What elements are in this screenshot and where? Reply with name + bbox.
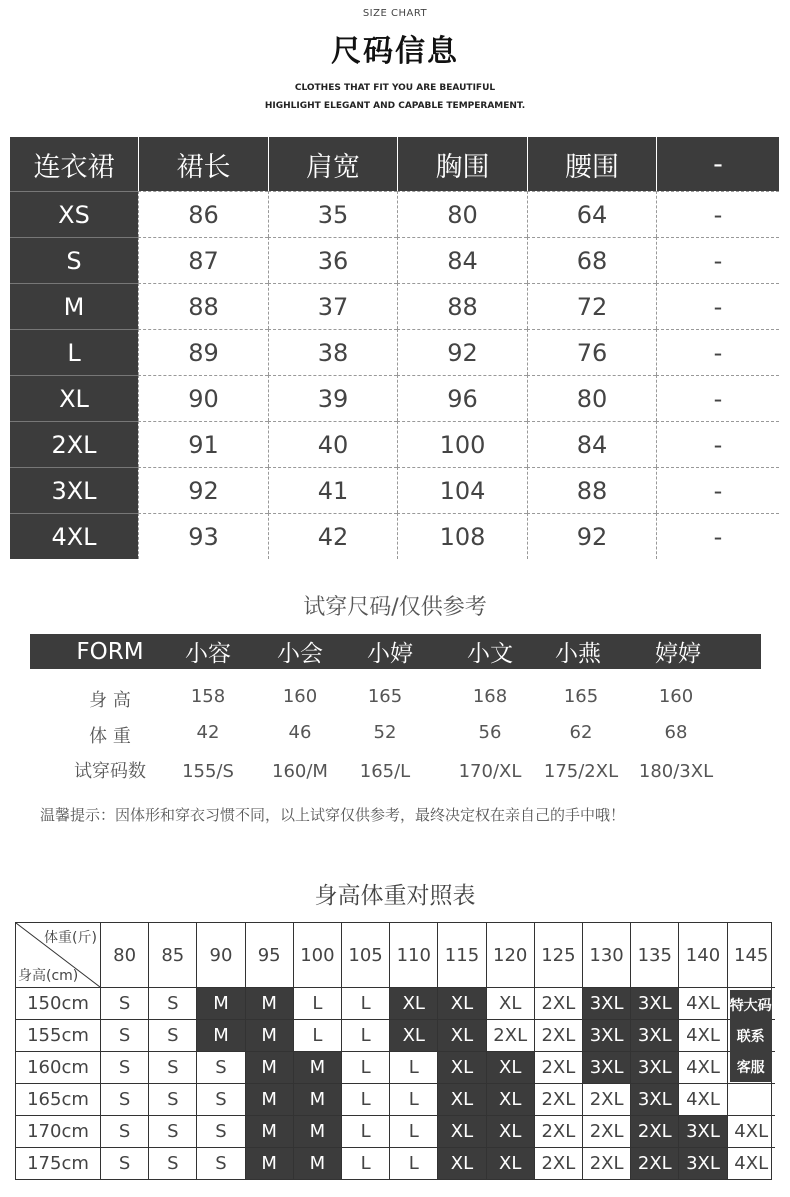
- size-value-cell: 88: [527, 467, 656, 513]
- size-table: [10, 137, 779, 557]
- size-cell: 2XL: [630, 1147, 678, 1179]
- size-cell: 2XL: [534, 1083, 582, 1115]
- weight-column-header: 100: [293, 923, 341, 987]
- size-cell: 3XL: [582, 1051, 630, 1083]
- size-value-cell: 100: [397, 421, 527, 467]
- height-row-header: 170cm: [16, 1115, 100, 1147]
- size-value-cell: 96: [397, 375, 527, 421]
- weight-column-header: 95: [245, 923, 293, 987]
- size-cell: M: [196, 1019, 244, 1051]
- weight-column-header: 110: [389, 923, 437, 987]
- empty-cell: [727, 1083, 775, 1115]
- tryon-cell: 52: [373, 722, 397, 743]
- special-size-line: 客服: [736, 1060, 765, 1076]
- weight-column-header: 140: [678, 923, 726, 987]
- size-value-cell: 88: [397, 283, 527, 329]
- size-cell: S: [100, 987, 148, 1019]
- size-table-header: 裙长: [138, 137, 268, 191]
- size-value-cell: 104: [397, 467, 527, 513]
- weight-column-header: 135: [630, 923, 678, 987]
- size-label: XS: [10, 191, 138, 237]
- tryon-title: 试穿尺码/仅供参考: [303, 595, 487, 620]
- size-cell: L: [389, 1115, 437, 1147]
- size-value-cell: -: [656, 191, 779, 237]
- size-cell: XL: [389, 987, 437, 1019]
- size-cell: 3XL: [630, 1083, 678, 1115]
- tryon-cell: 155/S: [182, 761, 234, 782]
- size-value-cell: -: [656, 375, 779, 421]
- size-chart-subtitle: SIZE CHART: [362, 8, 428, 19]
- size-cell: S: [100, 1147, 148, 1179]
- tryon-form-label: FORM: [76, 638, 144, 665]
- tryon-cell: 42: [196, 722, 220, 743]
- size-value-cell: 36: [268, 237, 397, 283]
- size-cell: 4XL: [727, 1115, 775, 1147]
- size-value-cell: 64: [527, 191, 656, 237]
- size-value-cell: 38: [268, 329, 397, 375]
- special-size-line: 特大码: [729, 998, 772, 1014]
- size-cell: M: [245, 1115, 293, 1147]
- size-label: 4XL: [10, 513, 138, 559]
- tagline-1: CLOTHES THAT FIT YOU ARE BEAUTIFUL: [294, 83, 496, 93]
- size-cell: 3XL: [678, 1147, 726, 1179]
- size-value-cell: 37: [268, 283, 397, 329]
- size-cell: 3XL: [582, 1019, 630, 1051]
- corner-weight-label: 体重(斤): [44, 930, 97, 946]
- size-cell: 2XL: [582, 1147, 630, 1179]
- weight-table: [15, 922, 772, 1180]
- size-table-header: 连衣裙: [10, 137, 138, 191]
- height-row-header: 165cm: [16, 1083, 100, 1115]
- tryon-row-label: 体 重: [89, 726, 131, 747]
- tryon-cell: 165: [367, 686, 403, 707]
- size-cell: 4XL: [678, 1051, 726, 1083]
- size-value-cell: 90: [138, 375, 268, 421]
- size-cell: 4XL: [727, 1147, 775, 1179]
- size-value-cell: 87: [138, 237, 268, 283]
- tryon-cell: 160/M: [272, 761, 328, 782]
- weight-column-header: 85: [148, 923, 196, 987]
- size-cell: L: [341, 1147, 389, 1179]
- size-cell: XL: [486, 1147, 534, 1179]
- tryon-model-name: 小文: [467, 641, 513, 667]
- size-cell: XL: [486, 987, 534, 1019]
- size-cell: 2XL: [534, 1051, 582, 1083]
- size-cell: S: [148, 1147, 196, 1179]
- tryon-cell: 170/XL: [458, 761, 522, 782]
- size-value-cell: 80: [397, 191, 527, 237]
- size-label: XL: [10, 375, 138, 421]
- size-cell: 2XL: [534, 1115, 582, 1147]
- size-cell: XL: [437, 1051, 485, 1083]
- size-cell: S: [100, 1115, 148, 1147]
- size-cell: L: [341, 1115, 389, 1147]
- size-value-cell: 68: [527, 237, 656, 283]
- size-label: 2XL: [10, 421, 138, 467]
- tryon-model-name: 小容: [185, 641, 231, 667]
- size-cell: L: [341, 1019, 389, 1051]
- size-cell: S: [100, 1051, 148, 1083]
- size-cell: M: [293, 1115, 341, 1147]
- weight-table-title: 身高体重对照表: [314, 883, 476, 909]
- size-value-cell: 41: [268, 467, 397, 513]
- size-value-cell: -: [656, 513, 779, 559]
- size-cell: 2XL: [630, 1115, 678, 1147]
- size-cell: 3XL: [630, 1019, 678, 1051]
- size-cell: 4XL: [678, 987, 726, 1019]
- tryon-row-label: 试穿码数: [74, 761, 146, 782]
- weight-column-header: 120: [486, 923, 534, 987]
- size-label: S: [10, 237, 138, 283]
- size-cell: S: [196, 1051, 244, 1083]
- tryon-header-row: [30, 634, 761, 669]
- size-value-cell: 93: [138, 513, 268, 559]
- size-cell: XL: [437, 1019, 485, 1051]
- height-row-header: 150cm: [16, 987, 100, 1019]
- size-value-cell: -: [656, 467, 779, 513]
- size-cell: XL: [389, 1019, 437, 1051]
- tryon-model-name: 小燕: [555, 641, 601, 667]
- weight-column-header: 80: [100, 923, 148, 987]
- size-cell: L: [293, 1019, 341, 1051]
- size-cell: L: [293, 987, 341, 1019]
- size-value-cell: 40: [268, 421, 397, 467]
- height-row-header: 175cm: [16, 1147, 100, 1179]
- tryon-cell: 46: [288, 722, 312, 743]
- size-label: M: [10, 283, 138, 329]
- size-cell: S: [196, 1147, 244, 1179]
- size-cell: XL: [437, 987, 485, 1019]
- weight-column-header: 145: [727, 923, 775, 987]
- tryon-cell: 62: [569, 722, 593, 743]
- size-cell: S: [148, 1115, 196, 1147]
- page-title: 尺码信息: [331, 34, 459, 69]
- size-cell: 2XL: [534, 987, 582, 1019]
- weight-column-header: 130: [582, 923, 630, 987]
- size-cell: S: [148, 1083, 196, 1115]
- size-label: L: [10, 329, 138, 375]
- tryon-cell: 165/L: [359, 761, 411, 782]
- size-label: 3XL: [10, 467, 138, 513]
- weight-table-corner: [16, 923, 100, 987]
- tryon-row-label: 身 高: [89, 690, 131, 711]
- tryon-cell: 68: [664, 722, 688, 743]
- size-cell: S: [100, 1019, 148, 1051]
- size-cell: L: [341, 1051, 389, 1083]
- size-cell: 3XL: [630, 1051, 678, 1083]
- size-cell: M: [245, 1147, 293, 1179]
- size-cell: 4XL: [678, 1019, 726, 1051]
- tagline-2: HIGHLIGHT ELEGANT AND CAPABLE TEMPERAMENT.: [264, 101, 526, 111]
- size-cell: M: [245, 1083, 293, 1115]
- size-cell: S: [148, 1019, 196, 1051]
- tryon-model-name: 婷婷: [655, 641, 701, 667]
- size-value-cell: -: [656, 283, 779, 329]
- size-cell: 3XL: [630, 987, 678, 1019]
- size-cell: S: [196, 1083, 244, 1115]
- size-table-header: 肩宽: [268, 137, 397, 191]
- tryon-model-name: 小会: [277, 641, 323, 667]
- size-table-header: -: [656, 137, 779, 191]
- tryon-cell: 158: [190, 686, 226, 707]
- special-size-note: [730, 990, 772, 1082]
- size-cell: L: [389, 1083, 437, 1115]
- size-cell: S: [148, 987, 196, 1019]
- tryon-cell: 160: [658, 686, 694, 707]
- corner-height-label: 身高(cm): [18, 968, 79, 984]
- tryon-cell: 180/3XL: [638, 761, 714, 782]
- size-value-cell: 108: [397, 513, 527, 559]
- size-cell: L: [341, 1083, 389, 1115]
- weight-column-header: 90: [196, 923, 244, 987]
- size-value-cell: 84: [397, 237, 527, 283]
- size-cell: XL: [437, 1147, 485, 1179]
- size-cell: M: [245, 1051, 293, 1083]
- size-cell: S: [148, 1051, 196, 1083]
- size-value-cell: 72: [527, 283, 656, 329]
- size-cell: M: [293, 1147, 341, 1179]
- size-cell: L: [341, 987, 389, 1019]
- size-cell: M: [293, 1083, 341, 1115]
- size-cell: L: [389, 1051, 437, 1083]
- size-value-cell: -: [656, 421, 779, 467]
- size-cell: M: [245, 987, 293, 1019]
- weight-column-header: 115: [437, 923, 485, 987]
- size-value-cell: 88: [138, 283, 268, 329]
- size-cell: XL: [437, 1083, 485, 1115]
- size-cell: XL: [486, 1115, 534, 1147]
- size-cell: M: [196, 987, 244, 1019]
- tryon-model-name: 小婷: [367, 641, 413, 667]
- height-row-header: 155cm: [16, 1019, 100, 1051]
- size-cell: 4XL: [678, 1083, 726, 1115]
- size-value-cell: 89: [138, 329, 268, 375]
- size-value-cell: 84: [527, 421, 656, 467]
- size-cell: 2XL: [582, 1083, 630, 1115]
- size-value-cell: 92: [527, 513, 656, 559]
- size-value-cell: 91: [138, 421, 268, 467]
- height-row-header: 160cm: [16, 1051, 100, 1083]
- size-value-cell: 86: [138, 191, 268, 237]
- tryon-cell: 175/2XL: [543, 761, 619, 782]
- weight-column-header: 105: [341, 923, 389, 987]
- tryon-cell: 165: [563, 686, 599, 707]
- size-cell: M: [293, 1051, 341, 1083]
- tryon-cell: 168: [472, 686, 508, 707]
- size-cell: XL: [486, 1051, 534, 1083]
- special-size-line: 联系: [736, 1029, 765, 1045]
- size-cell: XL: [437, 1115, 485, 1147]
- size-value-cell: -: [656, 329, 779, 375]
- size-cell: S: [100, 1083, 148, 1115]
- tryon-cell: 56: [478, 722, 502, 743]
- size-value-cell: 35: [268, 191, 397, 237]
- size-cell: 2XL: [534, 1019, 582, 1051]
- weight-column-header: 125: [534, 923, 582, 987]
- size-value-cell: 80: [527, 375, 656, 421]
- size-value-cell: 76: [527, 329, 656, 375]
- size-cell: 2XL: [486, 1019, 534, 1051]
- size-value-cell: 42: [268, 513, 397, 559]
- size-value-cell: 39: [268, 375, 397, 421]
- tryon-cell: 160: [282, 686, 318, 707]
- size-cell: 3XL: [678, 1115, 726, 1147]
- size-value-cell: 92: [138, 467, 268, 513]
- size-cell: 2XL: [534, 1147, 582, 1179]
- size-value-cell: -: [656, 237, 779, 283]
- tip-text: 温馨提示：因体形和穿衣习惯不同，以上试穿仅供参考，最终决定权在亲自己的手中哦！: [40, 806, 626, 824]
- size-cell: 3XL: [582, 987, 630, 1019]
- size-table-header: 胸围: [397, 137, 527, 191]
- size-cell: S: [196, 1115, 244, 1147]
- size-cell: XL: [486, 1083, 534, 1115]
- size-cell: M: [245, 1019, 293, 1051]
- size-cell: L: [389, 1147, 437, 1179]
- size-value-cell: 92: [397, 329, 527, 375]
- size-cell: 2XL: [582, 1115, 630, 1147]
- size-table-header: 腰围: [527, 137, 656, 191]
